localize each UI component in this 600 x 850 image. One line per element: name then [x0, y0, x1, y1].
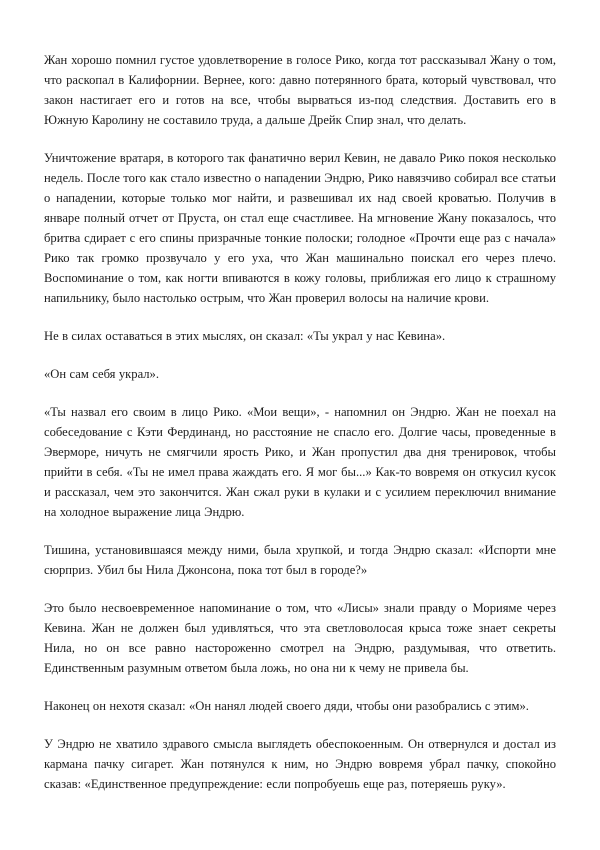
paragraph: У Эндрю не хватило здравого смысла выглядеть обеспокоенным. Он отвернулся и достал из кармана пачку сигарет. Жан потянулся к ним, но Эндрю вовремя убрал пачку, спокойно сказав: «Единственное предупреждение: если попробуешь еще раз, потеряешь руку». — [44, 737, 556, 791]
paragraph: Жан хорошо помнил густое удовлетворение в голосе Рико, когда тот рассказывал Жану о том, что раскопал в Калифорнии. Вернее, кого: давно потерянного брата, который чувствовал, что закон настигает его и готов на все, чтобы вырваться из-под следствия. Доставить его в Южную Каролину не составило труда, а дальше Дрейк Спир знал, что делать. — [44, 53, 556, 127]
paragraph: Тишина, установившаяся между ними, была хрупкой, и тогда Эндрю сказал: «Испорти мне сюрприз. Убил бы Нила Джонсона, пока тот был в городе?» — [44, 543, 556, 577]
paragraph: «Ты назвал его своим в лицо Рико. «Мои вещи», - напомнил он Эндрю. Жан не поехал на собеседование с Кэти Фердинанд, но расстояние не спасло его. Долгие часы, проведенные в Эверморе, ничуть не смягчили ярость Рико, и Жан пропустил два дня тренировок, чтобы прийти в себя. «Ты не имел права жаждать его. Я мог бы...» Как-то вовремя он откусил кусок и рассказал, чем это закончится. Жан сжал руки в кулаки и с усилием переключил внимание на холодное выражение лица Эндрю. — [44, 405, 556, 519]
paragraph: Наконец он нехотя сказал: «Он нанял людей своего дяди, чтобы они разобрались с этим». — [44, 699, 529, 713]
paragraph: Уничтожение вратаря, в которого так фанатично верил Кевин, не давало Рико покоя несколько недель. После того как стало известно о нападении Эндрю, Рико навязчиво собирал все статьи о нападении, которые только мог найти, и развешивал их над своей кроватью. Получив в январе полный отчет от Пруста, он стал еще счастливее. На мгновение Жану показалось, что бритва сдирает с его спины призрачные тонкие полоски; голодное «Прочти еще раз с начала» Рико так громко прозвучало у его уха, что Жан машинально поискал его через плечо. Воспоминание о том, как ногти впиваются в кожу головы, приближая его лицо к страшному напильнику, было настолько острым, что Жан проверил волосы на наличие крови. — [44, 151, 556, 305]
paragraph: Это было несвоевременное напоминание о том, что «Лисы» знали правду о Морияме через Кевина. Жан не должен был удивляться, что эта светловолосая крыса тоже знает секреты Нила, но он все равно настороженно смотрел на Эндрю, раздумывая, что ответить. Единственным разумным ответом была ложь, но она ни к чему не привела бы. — [44, 601, 556, 675]
document-text-body — [44, 50, 556, 794]
paragraph: Не в силах оставаться в этих мыслях, он сказал: «Ты украл у нас Кевина». — [44, 329, 446, 343]
paragraph: «Он сам себя украл». — [44, 367, 159, 381]
